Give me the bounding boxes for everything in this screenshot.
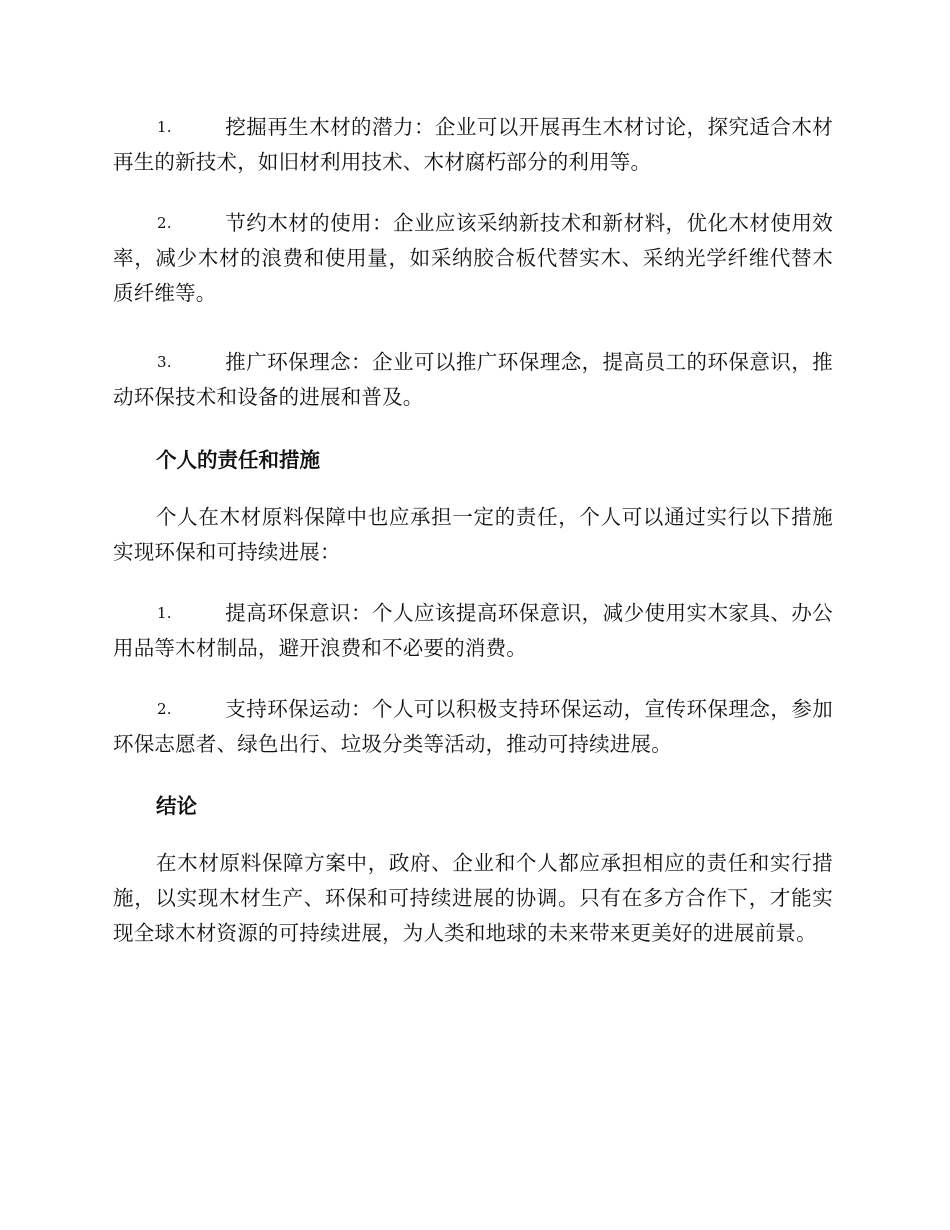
list-item-text: 节约木材的使用：企业应该采纳新技术和新材料，优化木材使用效率，减少木材的浪费和使用量，如采纳胶合板代替实木、采纳光学纤维代替木质纤维等。	[113, 211, 833, 305]
list-item-text: 推广环保理念：企业可以推广环保理念，提高员工的环保意识，推动环保技术和设备的进展和普及。	[113, 350, 833, 409]
list-number: 2.	[157, 700, 172, 718]
enterprise-item-3	[113, 345, 833, 415]
individual-item-1	[113, 596, 833, 666]
list-item-text: 挖掘再生木材的潜力：企业可以开展再生木材讨论，探究适合木材再生的新技术，如旧材利用技术、木材腐朽部分的利用等。	[113, 115, 833, 174]
list-number: 3.	[157, 353, 172, 371]
list-item-text: 提高环保意识：个人应该提高环保意识，减少使用实木家具、办公用品等木材制品，避开浪费和不必要的消费。	[113, 601, 833, 660]
enterprise-item-1	[113, 110, 833, 180]
list-item-text: 支持环保运动：个人可以积极支持环保运动，宣传环保理念，参加环保志愿者、绿色出行、垃圾分类等活动，推动可持续进展。	[113, 697, 833, 756]
conclusion-paragraph: 在木材原料保障方案中，政府、企业和个人都应承担相应的责任和实行措施，以实现木材生产、环保和可持续进展的协调。只有在多方合作下，才能实现全球木材资源的可持续进展，为人类和地球的未来带来更美好的进展前景。	[113, 851, 833, 945]
enterprise-item-2	[113, 206, 833, 311]
section-heading-individual: 个人的责任和措施	[156, 448, 320, 472]
list-number: 1.	[157, 118, 172, 136]
individual-item-2	[113, 692, 833, 762]
list-number: 2.	[157, 214, 172, 232]
individual-intro-paragraph: 个人在木材原料保障中也应承担一定的责任，个人可以通过实行以下措施实现环保和可持续进展：	[113, 505, 833, 564]
list-number: 1.	[157, 604, 172, 622]
section-heading-conclusion: 结论	[156, 794, 197, 818]
